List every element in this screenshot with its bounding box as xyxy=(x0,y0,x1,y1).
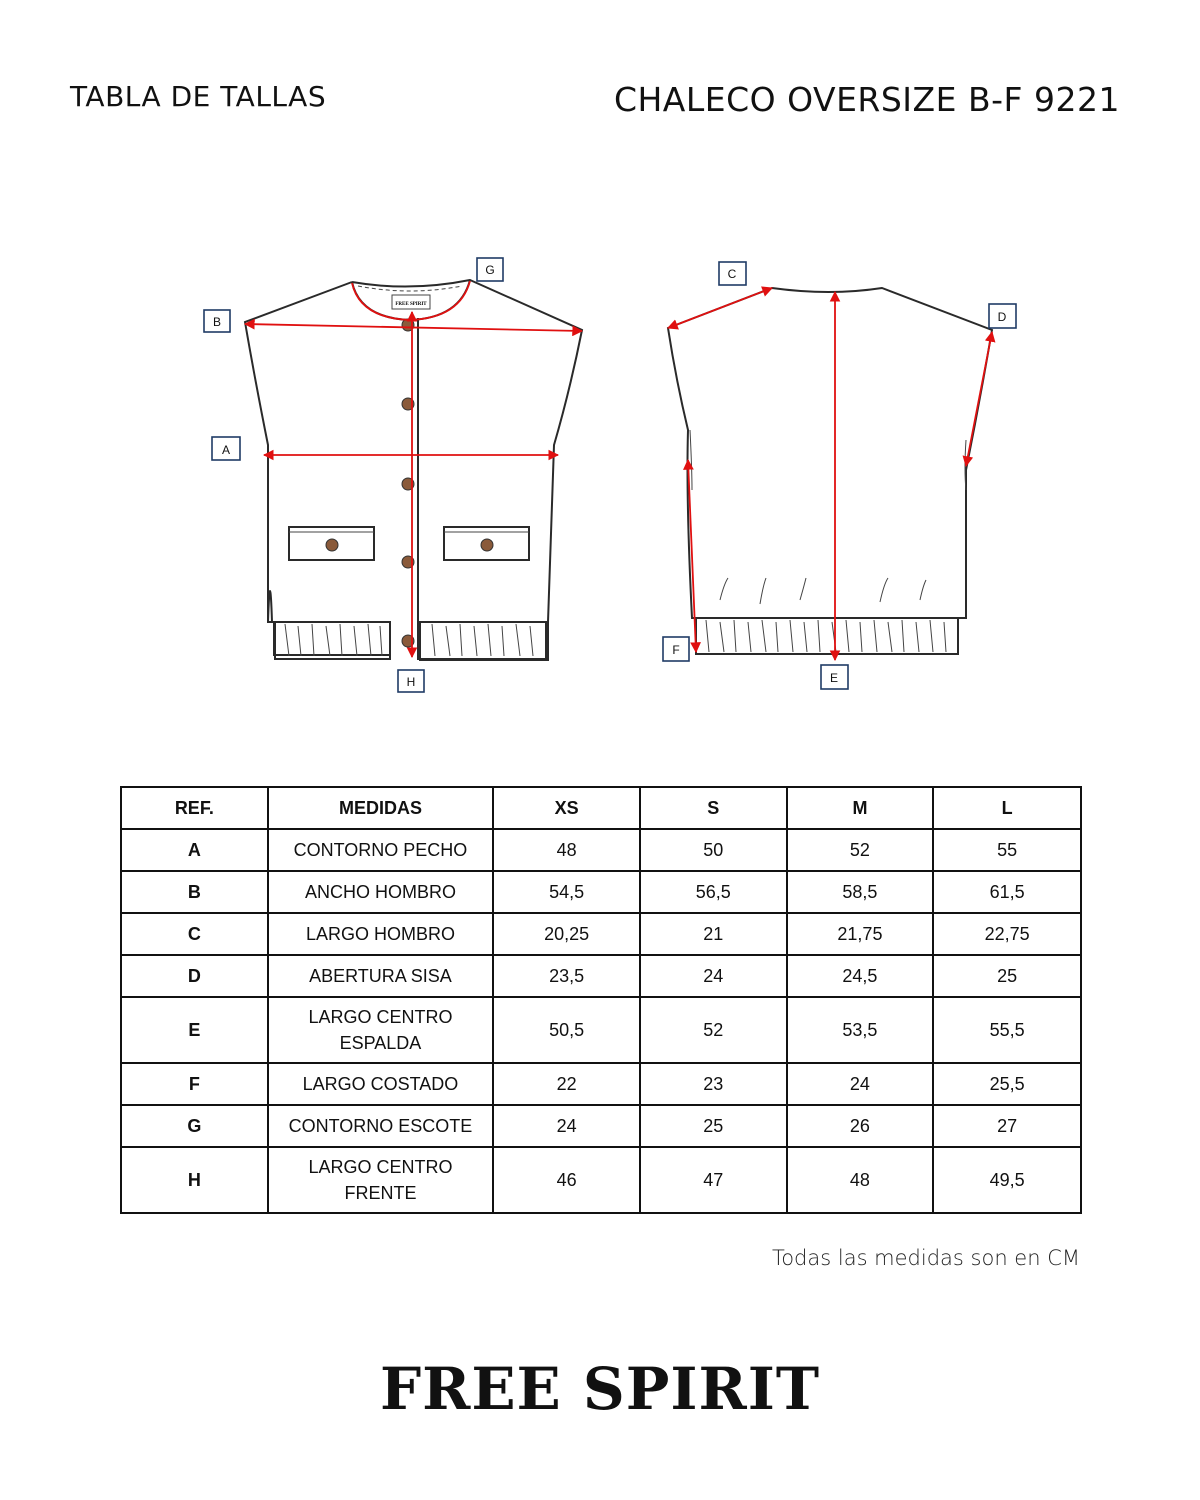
front-buttons xyxy=(326,319,493,647)
units-note: Todas las medidas son en CM xyxy=(771,1246,1080,1270)
cell-ref: B xyxy=(121,871,268,913)
header-medidas: MEDIDAS xyxy=(268,787,494,829)
measure-line-c xyxy=(668,288,772,328)
cell-m: 24 xyxy=(787,1063,934,1105)
marker-h xyxy=(398,670,424,692)
neck-label-text: FREE SPIRIT xyxy=(395,302,427,307)
cell-ref: C xyxy=(121,913,268,955)
marker-f xyxy=(663,637,689,661)
cell-s: 24 xyxy=(640,955,787,997)
table-row xyxy=(121,955,1081,997)
header-m: M xyxy=(787,787,934,829)
cell-medida-line2: FRENTE xyxy=(344,1183,417,1203)
cell-s: 47 xyxy=(640,1147,787,1213)
front-body-outline xyxy=(245,280,582,660)
cell-xs: 48 xyxy=(493,829,640,871)
svg-text:E: E xyxy=(829,671,839,685)
cell-xs: 50,5 xyxy=(493,997,640,1063)
brand-logo: FREE SPIRIT xyxy=(379,1355,821,1423)
cell-m: 26 xyxy=(787,1105,934,1147)
cell-l: 27 xyxy=(933,1105,1081,1147)
marker-a xyxy=(212,437,240,460)
svg-text:F: F xyxy=(672,643,680,657)
cell-medida-line1: LARGO CENTRO xyxy=(308,1157,453,1177)
cell-medida: ANCHO HOMBRO xyxy=(268,871,494,913)
cell-medida: ABERTURA SISA xyxy=(268,955,494,997)
cell-l: 22,75 xyxy=(933,913,1081,955)
table-row xyxy=(121,1105,1081,1147)
cell-ref: D xyxy=(121,955,268,997)
marker-c xyxy=(719,262,746,285)
cell-m: 24,5 xyxy=(787,955,934,997)
back-view xyxy=(663,262,1016,689)
cell-medida: CONTORNO PECHO xyxy=(268,829,494,871)
table-row xyxy=(121,871,1081,913)
cell-l: 61,5 xyxy=(933,871,1081,913)
measure-line-d xyxy=(966,332,992,466)
cell-xs: 20,25 xyxy=(493,913,640,955)
cell-s: 52 xyxy=(640,997,787,1063)
cell-m: 48 xyxy=(787,1147,934,1213)
svg-text:A: A xyxy=(221,443,231,457)
cell-ref: F xyxy=(121,1063,268,1105)
marker-e xyxy=(821,665,848,689)
cell-l: 55 xyxy=(933,829,1081,871)
back-body-outline xyxy=(668,288,992,654)
header-l: L xyxy=(933,787,1081,829)
back-ribbing xyxy=(706,578,946,652)
marker-g xyxy=(477,258,503,281)
cell-medida-line2: ESPALDA xyxy=(339,1033,422,1053)
cell-medida: LARGO COSTADO xyxy=(268,1063,494,1105)
product-title: CHALECO OVERSIZE B-F 9221 xyxy=(613,80,1120,119)
header-xs: XS xyxy=(493,787,640,829)
table-row xyxy=(121,1063,1081,1105)
garment-diagram xyxy=(0,240,1200,700)
cell-s: 23 xyxy=(640,1063,787,1105)
header-ref: REF. xyxy=(121,787,268,829)
cell-xs: 22 xyxy=(493,1063,640,1105)
cell-s: 21 xyxy=(640,913,787,955)
svg-text:C: C xyxy=(727,267,737,281)
cell-medida xyxy=(268,1147,494,1213)
marker-d xyxy=(989,304,1016,328)
cell-ref: G xyxy=(121,1105,268,1147)
svg-text:H: H xyxy=(406,675,416,689)
cell-m: 53,5 xyxy=(787,997,934,1063)
svg-text:D: D xyxy=(997,310,1007,324)
cell-l: 49,5 xyxy=(933,1147,1081,1213)
svg-text:B: B xyxy=(212,315,222,329)
cell-l: 25,5 xyxy=(933,1063,1081,1105)
cell-m: 52 xyxy=(787,829,934,871)
size-table xyxy=(120,786,1082,1214)
cell-xs: 54,5 xyxy=(493,871,640,913)
cell-ref: E xyxy=(121,997,268,1063)
cell-xs: 24 xyxy=(493,1105,640,1147)
table-header-row xyxy=(121,787,1081,829)
cell-medida: LARGO HOMBRO xyxy=(268,913,494,955)
table-row xyxy=(121,1147,1081,1213)
cell-ref: H xyxy=(121,1147,268,1213)
cell-s: 25 xyxy=(640,1105,787,1147)
size-chart-title: TABLA DE TALLAS xyxy=(70,80,327,113)
cell-medida: CONTORNO ESCOTE xyxy=(268,1105,494,1147)
cell-l: 25 xyxy=(933,955,1081,997)
cell-s: 56,5 xyxy=(640,871,787,913)
cell-medida-line1: LARGO CENTRO xyxy=(308,1007,453,1027)
cell-s: 50 xyxy=(640,829,787,871)
header-s: S xyxy=(640,787,787,829)
table-row xyxy=(121,997,1081,1063)
cell-m: 58,5 xyxy=(787,871,934,913)
cell-l: 55,5 xyxy=(933,997,1081,1063)
table-row xyxy=(121,829,1081,871)
cell-xs: 46 xyxy=(493,1147,640,1213)
cell-medida xyxy=(268,997,494,1063)
marker-b xyxy=(204,310,230,332)
front-view xyxy=(204,258,582,692)
svg-text:G: G xyxy=(485,263,495,277)
cell-xs: 23,5 xyxy=(493,955,640,997)
cell-m: 21,75 xyxy=(787,913,934,955)
table-row xyxy=(121,913,1081,955)
cell-ref: A xyxy=(121,829,268,871)
